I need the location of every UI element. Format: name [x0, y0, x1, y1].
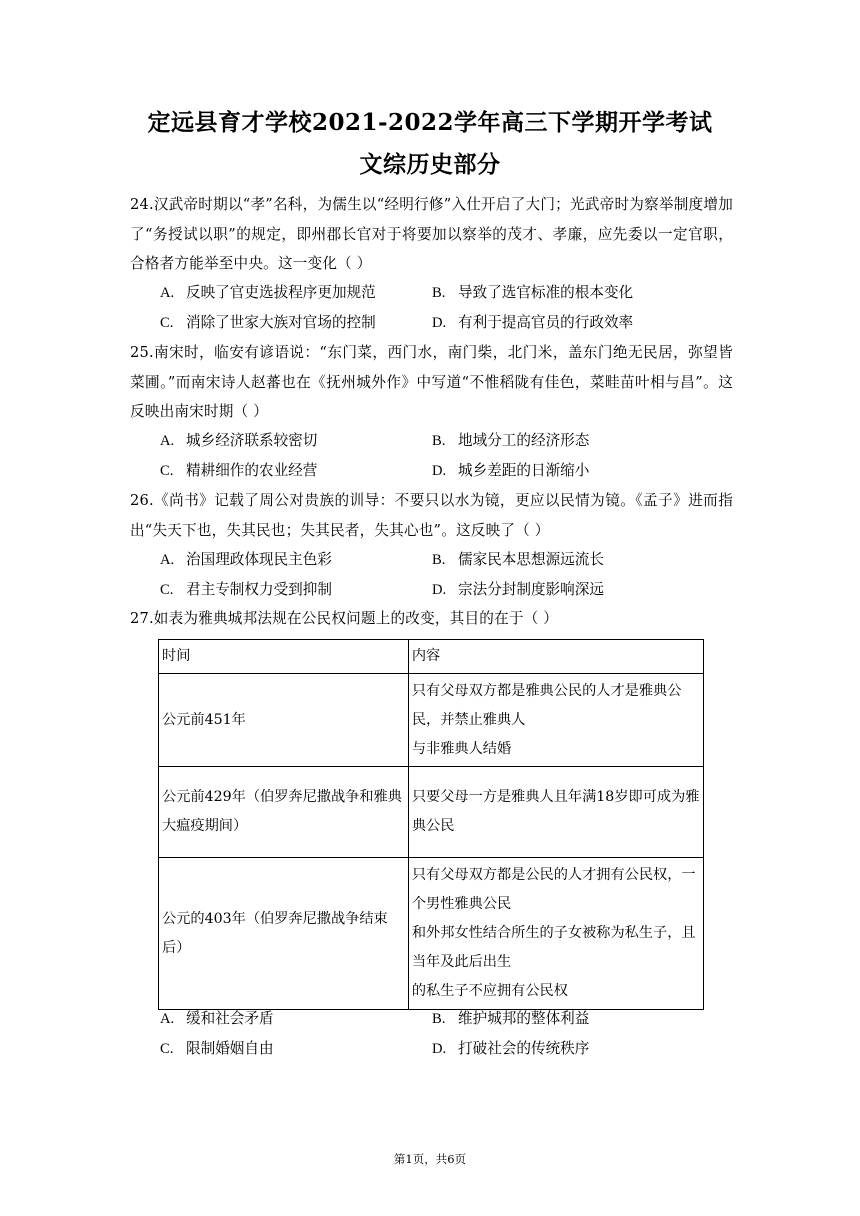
question-25-stem: 25.南宋时，临安有谚语说：“东门菜，西门水，南门柴，北门米，盖东门绝无民居，弥望皆菜圃。”而南宋诗人赵蕃也在《抚州城外作》中写道“不惟稻陇有佳色，菜畦苗叶相与昌”。这反映出南宋时期（ ）: [130, 344, 733, 420]
option-text: 消除了世家大族对官场的控制: [186, 314, 376, 331]
option-letter: D.: [432, 463, 447, 479]
q25-option-a: [160, 431, 317, 451]
content-line: 只要父母一方是雅典人且年满18岁即可成为雅典公民: [411, 789, 700, 834]
option-text: 缓和社会矛盾: [186, 1010, 274, 1027]
page-footer: 第1页，共6页: [393, 1152, 467, 1166]
table-row: [159, 767, 704, 858]
q26-option-c: [160, 580, 332, 600]
table-row: [159, 674, 704, 767]
option-text: 反映了官吏选拔程序更加规范: [186, 284, 376, 301]
table-cell-time: 公元前429年（伯罗奔尼撒战争和雅典大瘟疫期间）: [159, 767, 409, 858]
q27-option-a: [160, 1009, 274, 1029]
table-header-time: 时间: [159, 640, 409, 674]
option-letter: C.: [160, 1041, 174, 1057]
option-letter: D.: [432, 582, 447, 598]
table-cell-content: [408, 858, 703, 1010]
option-text: 城乡经济联系较密切: [186, 432, 318, 449]
content-line: 和外邦女性结合所生的子女被称为私生子，且当年及此后出生: [411, 925, 696, 970]
content-line: 只有父母双方都是公民的人才拥有公民权，一个男性雅典公民: [411, 867, 696, 912]
table-cell-content: [408, 674, 703, 767]
option-text: 治国理政体现民主色彩: [186, 551, 332, 568]
option-text: 有利于提高官员的行政效率: [458, 314, 634, 331]
exam-title: 定远县育才学校2021-2022学年高三下学期开学考试: [147, 109, 713, 136]
option-letter: A.: [160, 433, 175, 449]
option-text: 地域分工的经济形态: [458, 432, 590, 449]
q25-option-c: [160, 461, 317, 481]
question-26-stem: 26.《尚书》记载了周公对贵族的训导：不要只以水为镜，更应以民情为镜。《孟子》进而指出“失天下也，失其民也；失其民者，失其心也”。这反映了（ ）: [130, 492, 733, 539]
exam-subtitle: 文综历史部分: [359, 151, 501, 178]
content-line: 与非雅典人结婚: [411, 740, 512, 757]
option-letter: A.: [160, 285, 175, 301]
option-letter: A.: [160, 552, 175, 568]
option-text: 君主专制权力受到抑制: [186, 581, 332, 598]
option-letter: D.: [432, 1041, 447, 1057]
q26-option-a: [160, 550, 332, 570]
table-cell-time: 公元前451年: [159, 674, 409, 767]
table-header-content: 内容: [408, 640, 703, 674]
q26-option-d: [432, 580, 604, 600]
option-letter: A.: [160, 1011, 175, 1027]
option-text: 导致了选官标准的根本变化: [458, 284, 634, 301]
table-row: [159, 858, 704, 1010]
option-letter: B.: [432, 1011, 446, 1027]
option-text: 打破社会的传统秩序: [458, 1040, 590, 1057]
q24-option-c: [160, 313, 376, 333]
question-24-stem: 24.汉武帝时期以“孝”名科，为儒生以“经明行修”入仕开启了大门；光武帝时为察举制度增加了“务授试以职”的规定，即州郡长官对于将要加以察举的茂才、孝廉，应先委以一定官职，合格者方能举至中央。这一变化（ ）: [130, 196, 733, 272]
option-text: 儒家民本思想源远流长: [458, 551, 604, 568]
option-letter: B.: [432, 433, 446, 449]
q25-option-b: [432, 431, 589, 451]
content-line: 的私生子不应拥有公民权: [411, 983, 568, 999]
option-text: 宗法分封制度影响深远: [458, 581, 604, 598]
option-letter: C.: [160, 315, 174, 331]
q24-option-b: [432, 283, 633, 303]
option-letter: C.: [160, 463, 174, 479]
q24-option-d: [432, 313, 633, 333]
table-cell-time: 公元的403年（伯罗奔尼撒战争结束后）: [159, 858, 409, 1010]
option-letter: B.: [432, 552, 446, 568]
option-text: 维护城邦的整体利益: [458, 1010, 590, 1027]
q24-option-a: [160, 283, 376, 303]
table-header-row: [159, 640, 704, 674]
option-letter: C.: [160, 582, 174, 598]
q27-option-d: [432, 1039, 589, 1059]
option-text: 精耕细作的农业经营: [186, 462, 318, 479]
table-cell-content: [408, 767, 703, 858]
option-letter: B.: [432, 285, 446, 301]
option-text: 限制婚姻自由: [186, 1040, 274, 1057]
q27-option-c: [160, 1039, 274, 1059]
q25-option-d: [432, 461, 589, 481]
q27-option-b: [432, 1009, 589, 1029]
athens-law-table: [158, 639, 704, 1010]
q26-option-b: [432, 550, 604, 570]
content-line: 只有父母双方都是雅典公民的人才是雅典公民，并禁止雅典人: [411, 682, 682, 728]
option-letter: D.: [432, 315, 447, 331]
question-27-stem: 27.如表为雅典城邦法规在公民权问题上的改变，其目的在于（ ）: [130, 610, 559, 627]
option-text: 城乡差距的日渐缩小: [458, 462, 590, 479]
